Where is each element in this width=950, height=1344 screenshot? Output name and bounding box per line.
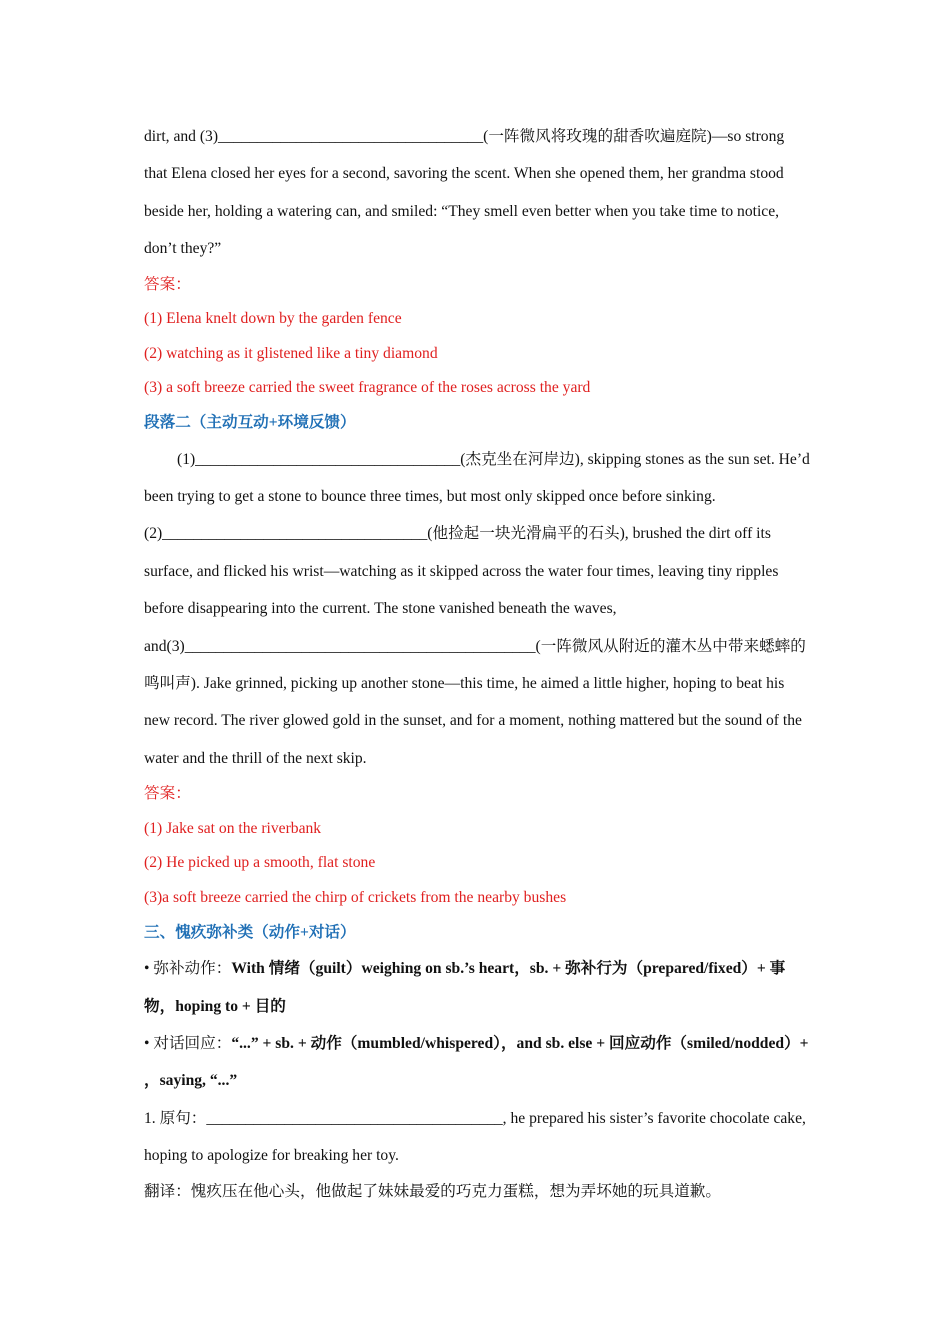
answer-item: (1) Elena knelt down by the garden fence: [144, 310, 402, 328]
bullet-dialogue-response: [144, 1025, 810, 1100]
example-text: ______________________________________, he prepared his sister’s favorite chocolate cake, hoping to apologize for breaking her toy.: [144, 1109, 806, 1165]
example-label: 1. 原句：: [144, 1109, 207, 1127]
answer-item: (2) watching as it glistened like a tiny diamond: [144, 344, 438, 362]
answer-item: (2) He picked up a smooth, flat stone: [144, 854, 376, 872]
paragraph-1-tail: dirt, and (3)__________________________________(一阵微风将玫瑰的甜香吹遍庭院)—so strong that Elena closed her eyes for a second, savoring the scent. When she opened them, her grandma stood beside her, holding a watering can, and smiled: “They smell even better when you take time to notice, don’t they?”: [144, 128, 785, 258]
bullet-text: With 情绪（guilt）weighing on sb.’s heart，sb. + 弥补行为（prepared/fixed）+ 事物，hoping to + 目的: [144, 960, 786, 1015]
answer-block-1: [144, 268, 810, 406]
bullet-label: • 弥补动作：: [144, 960, 232, 978]
section-2-heading: 段落二（主动互动+环境反馈）: [144, 414, 356, 431]
answer-item: (3) a soft breeze carried the sweet fragrance of the roses across the yard: [144, 379, 591, 397]
answer-label: 答案：: [144, 275, 191, 293]
bullet-text: “...” + sb. + 动作（mumbled/whispered），and sb. else + 回应动作（smiled/nodded）+ ，saying, “...”: [144, 1035, 809, 1090]
translation: 翻译：愧疚压在他心头，他做起了妹妹最爱的巧克力蛋糕，想为弄坏她的玩具道歉。: [144, 1182, 721, 1200]
section-3-heading: 三、愧疚弥补类（动作+对话）: [144, 923, 356, 941]
answer-item: (1) Jake sat on the riverbank: [144, 819, 322, 837]
answer-block-2: [144, 777, 810, 915]
bullet-remedy-action: [144, 950, 810, 1025]
document-page: [144, 118, 810, 1209]
bullet-label: • 对话回应：: [144, 1035, 232, 1053]
answer-label: 答案：: [144, 785, 191, 803]
answer-item: (3)a soft breeze carried the chirp of crickets from the nearby bushes: [144, 889, 567, 907]
example-sentence: [144, 1100, 810, 1175]
paragraph-2: (1)__________________________________(杰克坐在河岸边), skipping stones as the sun set. He’d been trying to get a stone to bounce three times, but most only skipped once before sinking. (2)__________________________________(他捡起一块光滑扁平的石头), brushed the dirt off its surface, and flicked his wrist—watching as it skipped across the water four times, leaving tiny ripples before disappearing into the current. The stone vanished beneath the waves, and(3)_____________________________________________(一阵微风从附近的灌木丛中带来蟋蟀的鸣叫声). Jake grinned, picking up another stone—this time, he aimed a little higher, hoping to beat his new record. The river glowed gold in the sunset, and for a moment, nothing mattered but the sound of the water and the thrill of the next skip.: [144, 450, 810, 767]
